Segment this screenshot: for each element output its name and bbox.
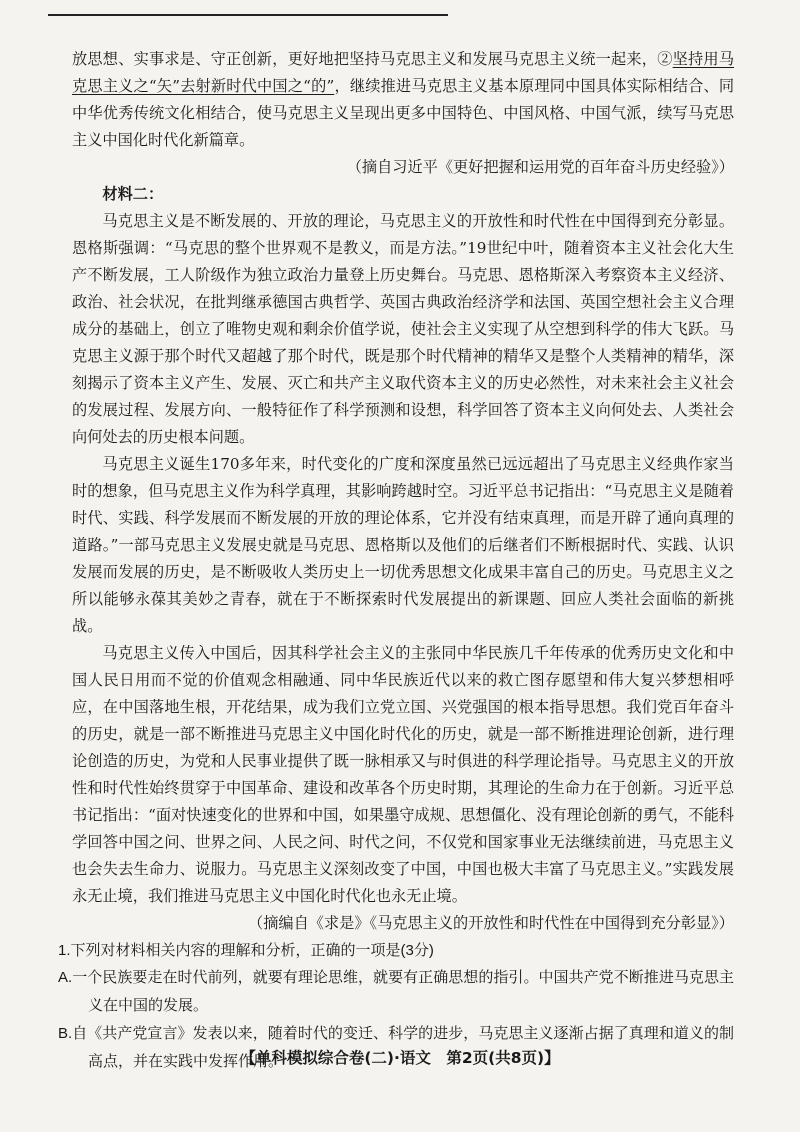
paragraph-3: 马克思主义传入中国后，因其科学社会主义的主张同中华民族几千年传承的优秀历史文化和中国人民日用而不觉的价值观念相融通、同中华民族近代以来的救亡图存愿望和伟大复兴梦想相呼应，在中国落地生根，开花结果，成为我们立党立国、兴党强国的根本指导思想。我们党百年奋斗的历史，就是一部不断推进马克思主义中国化时代化的历史，就是一部不断推进理论创新，进行理论创造的历史，为党和人民事业提供了既一脉相承又与时俱进的科学理论指导。马克思主义的开放性和时代性始终贯穿于中国革命、建设和改革各个历史时期，其理论的生命力在于创新。习近平总书记指出：“面对快速变化的世界和中国，如果墨守成规、思想僵化、没有理论创新的勇气，不能科学回答中国之问、世界之问、人民之问、时代之问，不仅党和国家事业无法继续前进，马克思主义也会失去生命力、说服力。马克思主义深刻改变了中国，中国也极大丰富了马克思主义。”实践发展永无止境，我们推进马克思主义中国化时代化也永无止境。 (72, 644, 734, 905)
paragraph-1: 马克思主义是不断发展的、开放的理论，马克思主义的开放性和时代性在中国得到充分彰显。恩格斯强调：“马克思的整个世界观不是教义，而是方法。”19世纪中叶，随着资本主义社会化大生产不断发展，工人阶级作为独立政治力量登上历史舞台。马克思、恩格斯深入考察资本主义经济、政治、社会状况，在批判继承德国古典哲学、英国古典政治经济学和法国、英国空想社会主义合理成分的基础上，创立了唯物史观和剩余价值学说，使社会主义实现了从空想到科学的伟大飞跃。马克思主义源于那个时代又超越了那个时代，既是那个时代精神的精华又是整个人类精神的精华，深刻揭示了资本主义产生、发展、灭亡和共产主义取代资本主义的历史必然性，对未来社会主义社会的发展过程、发展方向、一般特征作了科学预测和设想，科学回答了资本主义向何处去、人类社会向何处去的历史根本问题。 (72, 212, 734, 446)
material-2-title: 材料二： (102, 185, 164, 203)
source-citation-1: （摘自习近平《更好把握和运用党的百年奋斗历史经验》） (346, 158, 734, 176)
underlined-phrase: 坚持用马克思主义之“矢”去射新时代中国之“的” (72, 50, 735, 95)
paragraph-continued-pre: 放思想、实事求是、守正创新，更好地把坚持马克思主义和发展马克思主义统一起来，② (72, 50, 673, 68)
top-rule (48, 14, 448, 16)
paragraph-continued-post: ，继续推进马克思主义基本原理同中国具体实际相结合、同中华优秀传统文化相结合，使马克思主义呈现出更多中国特色、中国风格、中国气派，续写马克思主义中国化时代化新篇章。 (72, 77, 734, 149)
option-a[interactable]: A.一个民族要走在时代前列，就要有理论思维，就要有正确思想的指引。中国共产党不断推进马克思主义在中国的发展。 (58, 969, 734, 1014)
document-page (58, 46, 735, 1076)
option-b[interactable]: B.自《共产党宣言》发表以来，随着时代的变迁、科学的进步，马克思主义逐渐占据了真理和道义的制高点，并在实践中发挥作用。 (58, 1025, 734, 1070)
paragraph-2: 马克思主义诞生170多年来，时代变化的广度和深度虽然已远远超出了马克思主义经典作家当时的想象，但马克思主义作为科学真理，其影响跨越时空。习近平总书记指出：“马克思主义是随着时代、实践、科学发展而不断发展的开放的理论体系，它并没有结束真理，而是开辟了通向真理的道路。”一部马克思主义发展史就是马克思、恩格斯以及他们的后继者们不断根据时代、实践、认识发展而发展的历史，是不断吸收人类历史上一切优秀思想文化成果丰富自己的历史。马克思主义之所以能够永葆其美妙之青春，就在于不断探索时代发展提出的新课题、回应人类社会面临的新挑战。 (72, 455, 734, 635)
paragraph-continued (72, 46, 734, 154)
source-citation-2: （摘编自《求是》《马克思主义的开放性和时代性在中国得到充分彰显》） (248, 914, 734, 932)
question-1-stem: 1.下列对材料相关内容的理解和分析，正确的一项是(3分) (58, 942, 434, 959)
page-footer: 【单科模拟综合卷(二)·语文 第2页(共8页)】 (240, 1049, 560, 1067)
